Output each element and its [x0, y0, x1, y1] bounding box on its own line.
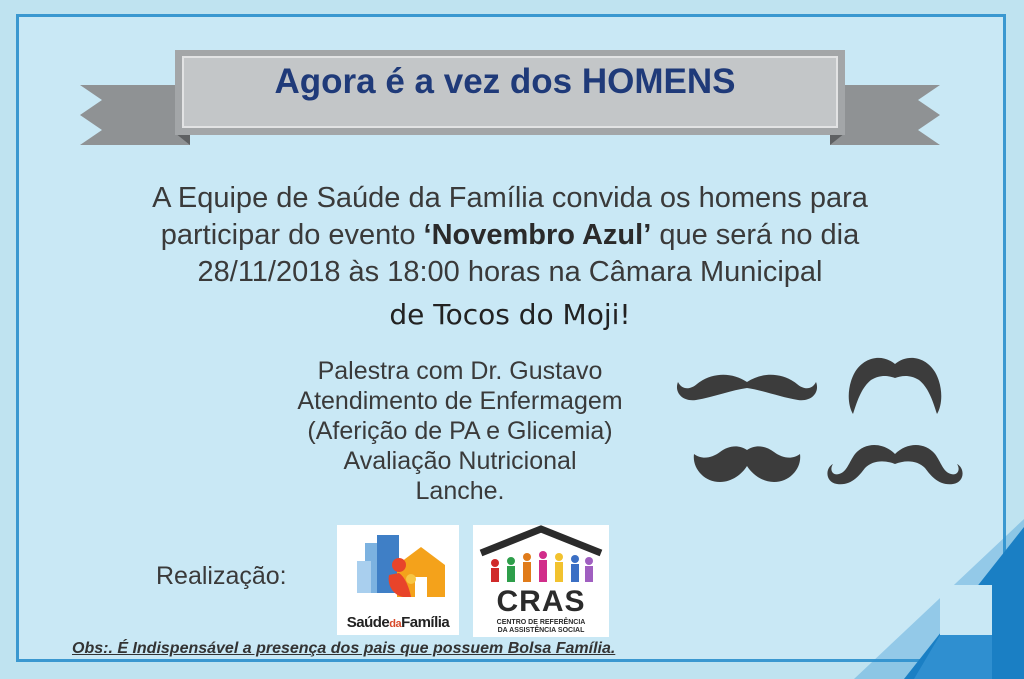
mustache-icon [845, 352, 945, 417]
mustache-icon [690, 442, 805, 487]
banner-title: Agora é a vez dos HOMENS [274, 62, 736, 101]
invite-line-2 [90, 217, 930, 254]
mustache-icon [672, 360, 822, 410]
familia-word: Família [401, 614, 450, 631]
saude-familia-text [337, 614, 459, 631]
agenda-item: Avaliação Nutricional [343, 447, 577, 475]
realizacao-label: Realização: [156, 562, 287, 590]
cras-logo [473, 525, 609, 637]
cras-subtitle-line-1: CENTRO DE REFERÊNCIA [496, 619, 586, 626]
invite-line-1: A Equipe de Saúde da Família convida os homens para [152, 182, 868, 214]
invite-line-4: de Tocos do Moji! [389, 298, 631, 331]
house-family-icon [337, 525, 459, 610]
agenda-item: Lanche. [415, 477, 505, 505]
agenda-item: (Aferição de PA e Glicemia) [307, 417, 613, 445]
cras-subtitle [477, 619, 605, 635]
agenda-item: Atendimento de Enfermagem [297, 387, 623, 415]
house-people-icon [473, 525, 609, 587]
agenda-list [240, 356, 680, 506]
invite-line-3: 28/11/2018 às 18:00 horas na Câmara Municipal [197, 256, 823, 288]
saude-word: Saúde [346, 614, 390, 631]
invite-line-2-end: que será no dia [651, 219, 860, 251]
cras-name: CRAS [496, 585, 586, 618]
cras-subtitle-line-2: DA ASSISTÊNCIA SOCIAL [497, 627, 585, 634]
saude-familia-logo [337, 525, 459, 635]
invite-line-2-start: participar do evento [160, 219, 424, 251]
corner-decoration [844, 519, 1024, 679]
mustache-icon [825, 438, 965, 488]
event-name: ‘Novembro Azul’ [423, 219, 652, 251]
da-word: da [389, 618, 402, 630]
agenda-item: Palestra com Dr. Gustavo [317, 357, 603, 385]
obs-note: Obs:. É Indispensável a presença dos pais que possuem Bolsa Família. [72, 640, 616, 657]
